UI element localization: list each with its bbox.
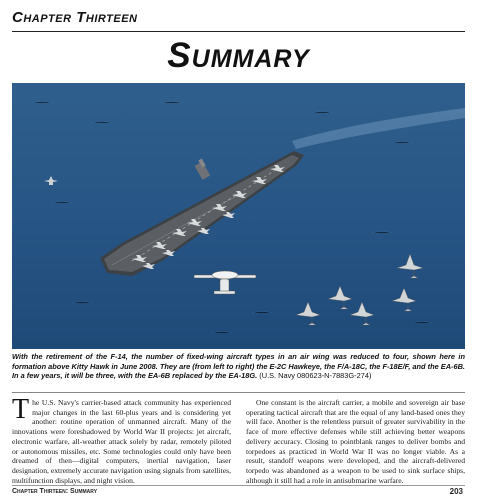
body-text-left: he U.S. Navy's carrier-based attack community has experienced major changes in the last 60-plus years and is considering yet another: routine operation of unmanned aircraft. Many of the innovations were foreshadowed by World War II projects: jet aircraft, electronic warfare, all-weather attack solely by radar, remotely piloted or autonomous missiles, etc. Some technologies could only have been dreamed of then—digital computers, inertial navigation, laser designation, extremely accurate navigation using signals from satellites, multifunction displays, and night vision. — [12, 398, 231, 485]
body-column-right: One constant is the aircraft carrier, a mobile and sovereign air base operating tactical aircraft that are the equal of any land-based ones they will face. Another is the relentless pursuit of greater survivability in the face of more effective defenses while still achieving better weapons delivery accuracy. Closing to pointblank ranges to deliver bombs and torpedoes as practiced in World War II was no longer viable. As a result, standoff weapons were developed, and the aircraft-delivered torpedo was abandoned as a weapon to be used to sink surface ships, although it still had a role in antisubmarine warfare. — [246, 398, 465, 485]
photo-caption — [12, 352, 465, 381]
footer-rule — [12, 485, 465, 486]
caption-text: With the retirement of the F-14, the number of fixed-wing aircraft types in an air wing was reduced to four, shown here in formation above Kitty Hawk in June 2008. They are (from left to right) the E-2C Hawkeye, the F/A-18C, the F-18E/F, and the EA-6B. In a few years, it will be three, with the EA-6B replaced by the EA-18G. — [12, 352, 465, 381]
aircraft-carrier-photo — [12, 83, 465, 349]
page-number: 203 — [449, 487, 463, 496]
header-rule — [12, 31, 465, 32]
caption-rule — [12, 392, 465, 393]
body-column-left — [12, 394, 231, 485]
chapter-label: Chapter Thirteen — [12, 9, 138, 26]
caption-credit: (U.S. Navy 080623-N-7883G-274) — [259, 371, 372, 381]
running-footer: Chapter Thirteen: Summary — [12, 488, 98, 495]
page-title: Summary — [167, 36, 310, 75]
drop-cap: T — [12, 394, 30, 425]
